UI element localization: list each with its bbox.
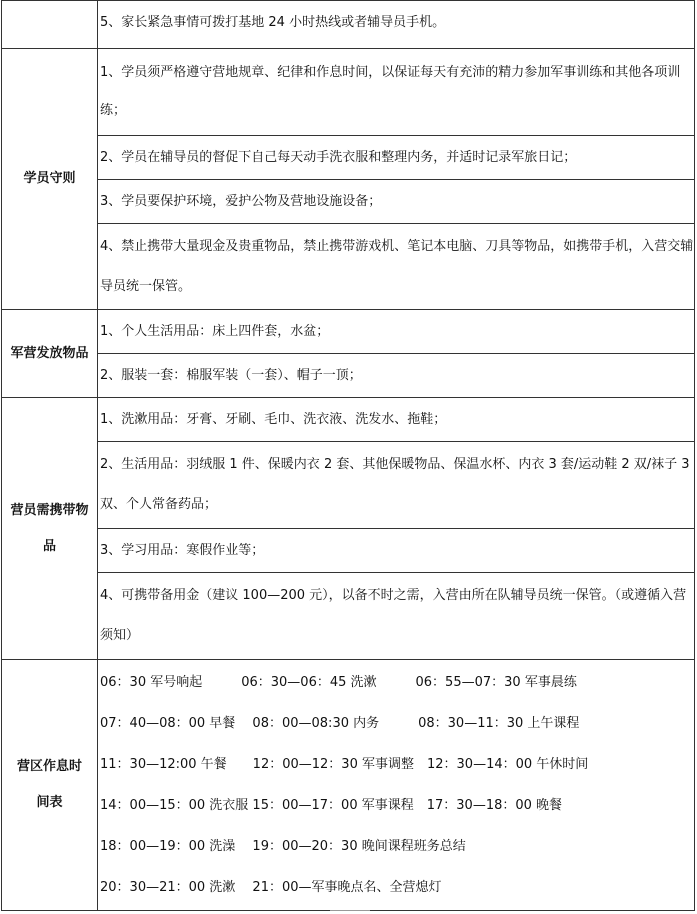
row-content (98, 529, 695, 573)
table-row (2, 529, 695, 573)
schedule-line: 20：30—21：00 洗漱 21：00—军事晚点名、全营熄灯 (100, 880, 442, 895)
row-label-issued-items (2, 310, 98, 398)
table-row (2, 180, 695, 224)
section-label: 军营发放物品 (10, 345, 89, 361)
table-row (2, 1, 695, 49)
schedule-content (98, 660, 695, 911)
schedule-line: 06：30 军号响起 06：30—06：45 洗漱 06：55—07：30 军事晨练 (100, 675, 577, 690)
row-content (98, 398, 695, 442)
table-row (2, 660, 695, 911)
row-label-bring-items (2, 398, 98, 660)
table-row (2, 136, 695, 180)
schedule-line: 11：30—12:00 午餐 12：00—12：30 军事调整 12：30—14：00 午休时间 (100, 757, 589, 772)
list-item: 2、生活用品：羽绒服 1 件、保暖内衣 2 套、其他保暖物品、保温水杯、内衣 3 套/运动鞋 2 双/袜子 3 双、个人常备药品； (100, 457, 690, 512)
row-content (98, 310, 695, 354)
list-item: 3、学习用品：寒假作业等； (100, 542, 265, 558)
schedule-line: 07：40—08：00 早餐 08：00—08:30 内务 08：30—11：30 上午课程 (100, 716, 580, 731)
row-content (98, 180, 695, 224)
section-label: 营区作息时间表 (16, 759, 82, 810)
camp-info-table (1, 0, 695, 911)
table-row (2, 442, 695, 529)
row-content (98, 573, 695, 660)
list-item: 1、学员须严格遵守营地规章、纪律和作息时间，以保证每天有充沛的精力参加军事训练和其他各项训练； (100, 65, 681, 118)
row-label-empty (2, 1, 98, 49)
list-item: 5、家长紧急事情可拨打基地 24 小时热线或者辅导员手机。 (100, 14, 446, 30)
row-content (98, 49, 695, 136)
table-row (2, 354, 695, 398)
list-item: 4、可携带备用金（建议 100—200 元），以备不时之需，入营由所在队辅导员统一保管。（或遵循入营须知） (100, 588, 687, 643)
list-item: 2、学员在辅导员的督促下自己每天动手洗衣服和整理内务，并适时记录军旅日记； (100, 149, 577, 165)
list-item: 4、禁止携带大量现金及贵重物品，禁止携带游戏机、笔记本电脑、刀具等物品，如携带手机，入营交辅导员统一保管。 (100, 238, 694, 294)
row-content (98, 354, 695, 398)
list-item: 3、学员要保护环境，爱护公物及营地设施设备； (100, 193, 382, 209)
table-row (2, 310, 695, 354)
table-row (2, 398, 695, 442)
row-content (98, 442, 695, 529)
row-content (98, 136, 695, 180)
schedule-line: 18：00—19：00 洗澡 19：00—20：30 晚间课程班务总结 (100, 839, 466, 854)
page-bottom-mark (330, 910, 370, 912)
table-row (2, 224, 695, 310)
list-item: 1、洗漱用品：牙膏、牙刷、毛巾、洗衣液、洗发水、拖鞋； (100, 411, 447, 427)
row-label-schedule (2, 660, 98, 911)
list-item: 2、服装一套：棉服军装（一套）、帽子一顶； (100, 367, 362, 383)
row-content (98, 1, 695, 49)
section-label: 营员需携带物品 (10, 502, 89, 554)
section-label: 学员守则 (23, 171, 76, 186)
row-label-rules (2, 49, 98, 310)
schedule-line: 14：00—15：00 洗衣服 15：00—17：00 军事课程 17：30—18：00 晚餐 (100, 798, 563, 813)
table-row (2, 49, 695, 136)
list-item: 1、个人生活用品：床上四件套，水盆； (100, 323, 330, 339)
row-content (98, 224, 695, 310)
table-row (2, 573, 695, 660)
